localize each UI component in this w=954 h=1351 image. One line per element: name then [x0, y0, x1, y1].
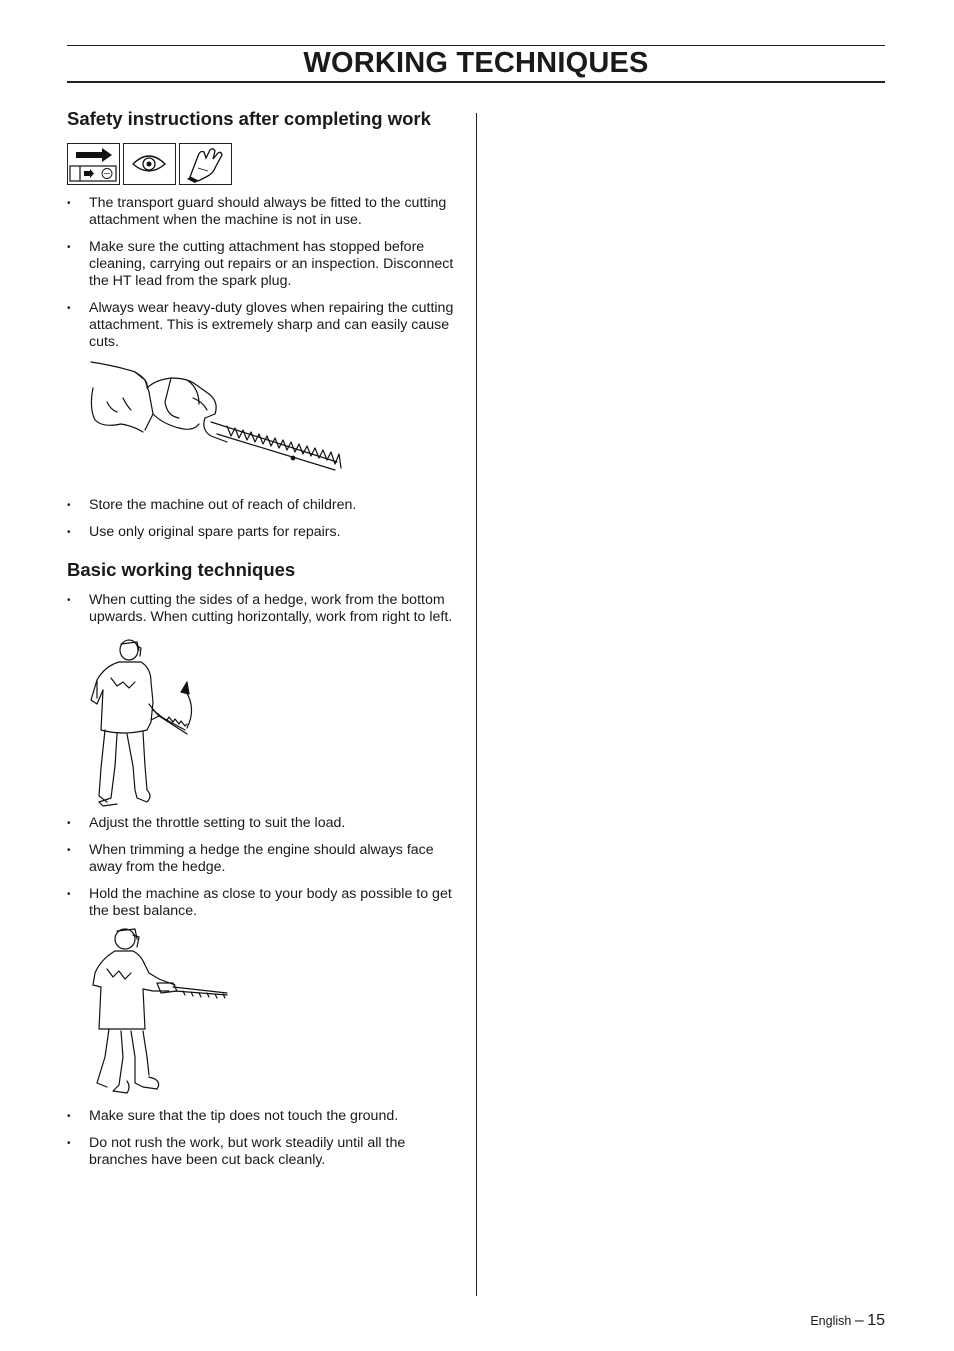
list-item: • Make sure that the tip does not touch the ground.	[67, 1108, 462, 1125]
list-item: • Hold the machine as close to your body as possible to get the best balance.	[67, 886, 462, 920]
list-item: • Adjust the throttle setting to suit the load.	[67, 815, 462, 832]
list-item: • Store the machine out of reach of children.	[67, 497, 462, 514]
page-number: 15	[867, 1312, 885, 1329]
page-title: WORKING TECHNIQUES	[303, 47, 649, 79]
list-item: • Make sure the cutting attachment has stopped before cleaning, carrying out repairs or an inspection. Disconnect the HT lead from the spark plug.	[67, 239, 462, 290]
horizontal-trimming-illustration	[87, 925, 232, 1100]
technique-list-2	[67, 815, 462, 930]
list-item: • When trimming a hedge the engine should always face away from the hedge.	[67, 842, 462, 876]
protective-glove-icon	[179, 143, 232, 185]
footer-separator: –	[854, 1312, 864, 1329]
list-item: • Always wear heavy-duty gloves when repairing the cutting attachment. This is extremely sharp and can easily cause cuts.	[67, 300, 462, 351]
footer-language: English	[810, 1314, 852, 1328]
eye-protection-icon	[123, 143, 176, 185]
page-footer	[810, 1312, 885, 1330]
header-rule-bottom	[67, 81, 885, 83]
technique-list-3	[67, 1108, 462, 1179]
gloved-hand-blade-illustration	[87, 358, 367, 483]
column-divider	[476, 113, 477, 1296]
list-item: • Do not rush the work, but work steadily until all the branches have been cut back cleanly.	[67, 1135, 462, 1169]
section-heading-safety: Safety instructions after completing work	[67, 108, 431, 129]
list-item: • Use only original spare parts for repairs.	[67, 524, 462, 541]
list-item: • When cutting the sides of a hedge, work from the bottom upwards. When cutting horizontally, work from right to left.	[67, 592, 462, 626]
list-item: • The transport guard should always be fitted to the cutting attachment when the machine is not in use.	[67, 195, 462, 229]
safety-list-2	[67, 497, 462, 551]
technique-list-1	[67, 592, 462, 636]
safety-list-1	[67, 195, 462, 361]
section-heading-basic: Basic working techniques	[67, 559, 296, 580]
stop-engine-icon	[67, 143, 120, 185]
vertical-trimming-illustration	[87, 638, 227, 808]
safety-icon-row	[67, 143, 232, 187]
